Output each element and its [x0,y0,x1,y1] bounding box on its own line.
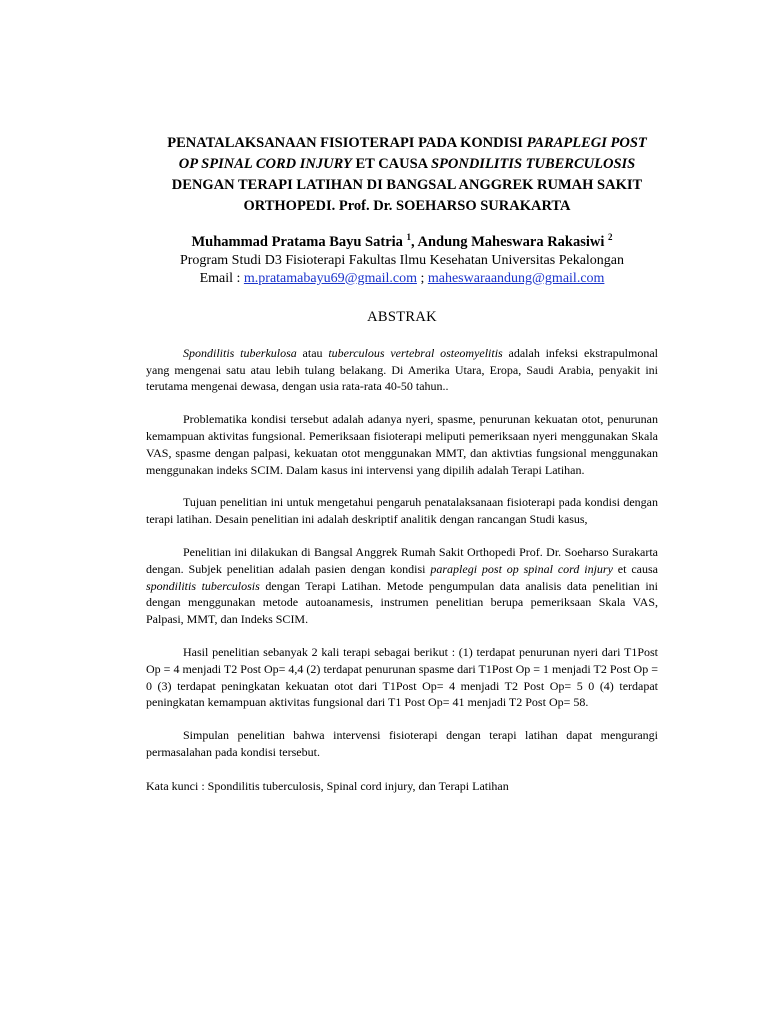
abstract-paragraph-5: Hasil penelitian sebanyak 2 kali terapi sebagai berikut : (1) terdapat penurunan nyeri dari T1Post Op = 4 menjadi T2 Post Op= 4,4 (2) terdapat penurunan spasme dari T1Post Op = 1 menjadi T2 Post Op = 0 (3) terdapat peningkatan kekuatan otot dari T1Post Op= 4 menjadi T2 Post Op= 5 0 (4) terdapat peningkatan kemampuan aktivitas fungsional dari T1 Post Op= 41 menjadi T2 Post Op= 58. [146,644,658,710]
paragraph-text: et causa [612,561,658,576]
italic-term: paraplegi post op spinal cord injury [430,561,613,576]
paragraph-text: adalah infeksi ekstrapulmonal yang mengenai satu atau lebih tulang belakang. Di Amerika Utara, Eropa, Saudi Arabia, penyakit ini terutama mengenai dewasa, dengan usia rata-rata 40-50 tahun.. [146,345,659,394]
italic-term: Spondilitis tuberkulosa [183,345,297,360]
abstract-heading: ABSTRAK [367,308,437,325]
paragraph-text: dengan Terapi Latihan. Metode pengumpulan data analisis data penelitian ini dengan menggunakan metode autoanamesis, instrumen penelitian berupa pemeriksaan Skala VAS, Palpasi, MMT, dan Indeks SCIM. [146,578,658,627]
author-separator: , [411,233,418,250]
paper-title [156,133,658,217]
abstract-paragraph-3: Tujuan penelitian ini untuk mengetahui pengaruh penatalaksanaan fisioterapi pada kondisi dengan terapi latihan. Desain penelitian ini adalah deskriptif analitik dengan rancangan Studi kasus, [146,495,658,527]
paragraph-text: Penelitian ini dilakukan di Bangsal Anggrek Rumah Sakit Orthopedi Prof. Dr. Soeharso Surakarta dengan. Subjek penelitian adalah pasien dengan kondisi [146,545,658,576]
title-part: DENGAN TERAPI LATIHAN DI BANGSAL ANGGREK RUMAH SAKIT ORTHOPEDI. Prof. Dr. SOEHARSO SURAKARTA [171,177,643,214]
title-part: ET CAUSA [351,156,431,172]
title-italic-part: PARAPLEGI POST OP SPINAL CORD INJURY [178,135,647,172]
paragraph-text: atau [296,345,329,360]
author-name: Muhammad Pratama Bayu Satria [191,233,407,250]
email-link-2[interactable]: maheswaraandung@gmail.com [427,270,605,286]
email-label: Email : [199,270,244,286]
author-name: Andung Maheswara Rakasiwi [417,233,609,250]
email-separator: ; [416,270,428,286]
title-italic-part: SPONDILITIS TUBERCULOSIS [430,156,636,172]
abstract-paragraph-1 [146,345,658,395]
author-affiliation-marker: 1 [406,232,412,242]
italic-term: tuberculous vertebral osteomyelitis [328,345,503,360]
italic-term: spondilitis tuberculosis [146,578,260,593]
affiliation: Program Studi D3 Fisioterapi Fakultas Ilmu Kesehatan Universitas Pekalongan [179,252,625,268]
title-part: PENATALAKSANAAN FISIOTERAPI PADA KONDISI [167,135,527,151]
author-list [146,228,658,251]
author-affiliation-marker: 2 [608,232,613,242]
keywords: Kata kunci : Spondilitis tuberculosis, Spinal cord injury, dan Terapi Latihan [146,778,509,793]
email-line [146,270,658,288]
abstract-paragraph-4 [146,544,658,628]
abstract-paragraph-6: Simpulan penelitian bahwa intervensi fisioterapi dengan terapi latihan dapat mengurangi permasalahan pada kondisi tersebut. [146,728,658,759]
email-link-1[interactable]: m.pratamabayu69@gmail.com [243,270,417,286]
abstract-paragraph-2: Problematika kondisi tersebut adalah adanya nyeri, spasme, penurunan kekuatan otot, penurunan kemampuan aktivitas fungsional. Pemeriksaan fisioterapi meliputi pemeriksaan nyeri menggunakan Skala VAS, spasme dengan palpasi, kekuatan otot menggunakan MMT, dan aktivtias fungsional menggunakan menggunakan indeks SCIM. Dalam kasus ini intervensi yang dipilih adalah Terapi Latihan. [146,412,658,477]
